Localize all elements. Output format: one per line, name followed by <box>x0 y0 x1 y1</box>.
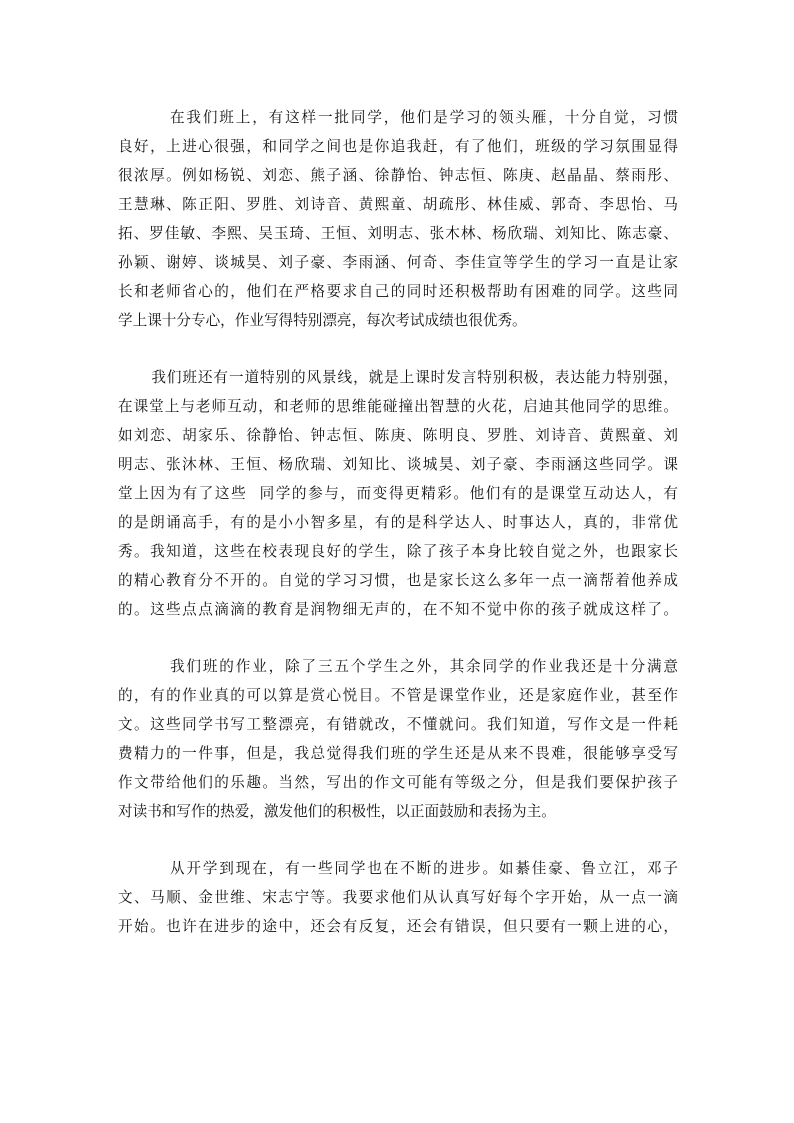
text-line: 开始。也许在进步的途中，还会有反复，还会有错误，但只要有一颗上进的心， <box>118 918 678 935</box>
text-line: 的精心教育分不开的。自觉的学习习惯，也是家长这么多年一点一滴帮着他养成 <box>118 572 678 589</box>
text-line: 对读书和写作的热爱，激发他们的积极性，以正面鼓励和表扬为主。 <box>118 803 556 820</box>
text-line: 堂上因为有了这些 同学的参与，而变得更精彩。他们有的是课堂互动达人，有 <box>118 485 678 502</box>
text-line: 作文带给他们的乐趣。当然，写出的作文可能有等级之分，但是我们要保护孩子 <box>118 774 678 791</box>
text-line: 文、马顺、金世维、宋志宁等。我要求他们从认真写好每个字开始，从一点一滴 <box>118 889 678 906</box>
document-page <box>118 103 678 941</box>
text-line: 在我们班上，有这样一批同学，他们是学习的领头雁，十分自觉，习惯 <box>118 109 678 126</box>
paragraph-1 <box>118 103 678 335</box>
text-line: 长和老师省心的，他们在严格要求自己的同时还积极帮助有困难的同学。这些同 <box>118 283 678 300</box>
text-line: 良好，上进心很强，和同学之间也是你追我赶，有了他们，班级的学习氛围显得 <box>118 138 678 155</box>
paragraph-gap <box>118 826 678 854</box>
text-line: 的，有的作业真的可以算是赏心悦目。不管是课堂作业，还是家庭作业，甚至作 <box>118 687 678 704</box>
text-line: 的。这些点点滴滴的教育是润物细无声的，在不知不觉中你的孩子就成这样了。 <box>118 601 678 618</box>
text-line: 我们班还有一道特别的风景线，就是上课时发言特别积极，表达能力特别强， <box>118 369 678 386</box>
paragraph-4 <box>118 854 678 941</box>
text-line: 在课堂上与老师互动，和老师的思维能碰撞出智慧的火花，启迪其他同学的思维。 <box>118 398 678 415</box>
text-line: 文。这些同学书写工整漂亮，有错就改，不懂就问。我们知道，写作文是一件耗 <box>118 716 678 733</box>
text-line: 费精力的一件事，但是，我总觉得我们班的学生还是从来不畏难，很能够享受写 <box>118 745 678 762</box>
paragraph-3 <box>118 652 678 826</box>
text-line: 秀。我知道，这些在校表现良好的学生，除了孩子本身比较自觉之外，也跟家长 <box>118 543 678 560</box>
paragraph-gap <box>118 624 678 652</box>
text-line: 如刘恋、胡家乐、徐静怡、钟志恒、陈庚、陈明良、罗胜、刘诗音、黄熙童、刘 <box>118 427 678 444</box>
text-line: 我们班的作业，除了三五个学生之外，其余同学的作业我还是十分满意 <box>118 658 678 675</box>
text-line: 的是朗诵高手，有的是小小智多星，有的是科学达人、时事达人，真的，非常优 <box>118 514 678 531</box>
text-line: 明志、张沐林、王恒、杨欣瑞、刘知比、谈城昊、刘子豪、李雨涵这些同学。课 <box>118 456 678 473</box>
paragraph-2 <box>118 363 678 624</box>
text-line: 从开学到现在，有一些同学也在不断的进步。如綦佳豪、鲁立江，邓子 <box>118 860 678 877</box>
text-line: 王慧琳、陈正阳、罗胜、刘诗音、黄熙童、胡疏彤、林佳威、郭奇、李思怡、马 <box>118 196 678 213</box>
text-line: 孙颖、谢婷、谈城昊、刘子豪、李雨涵、何奇、李佳宣等学生的学习一直是让家 <box>118 254 678 271</box>
text-line: 很浓厚。例如杨锐、刘恋、熊子涵、徐静怡、钟志恒、陈庚、赵晶晶、蔡雨彤、 <box>118 167 678 184</box>
text-line: 学上课十分专心，作业写得特别漂亮，每次考试成绩也很优秀。 <box>118 312 527 329</box>
text-line: 拓、罗佳敏、李熙、吴玉琦、王恒、刘明志、张木林、杨欣瑞、刘知比、陈志豪、 <box>118 225 678 242</box>
paragraph-gap <box>118 335 678 363</box>
